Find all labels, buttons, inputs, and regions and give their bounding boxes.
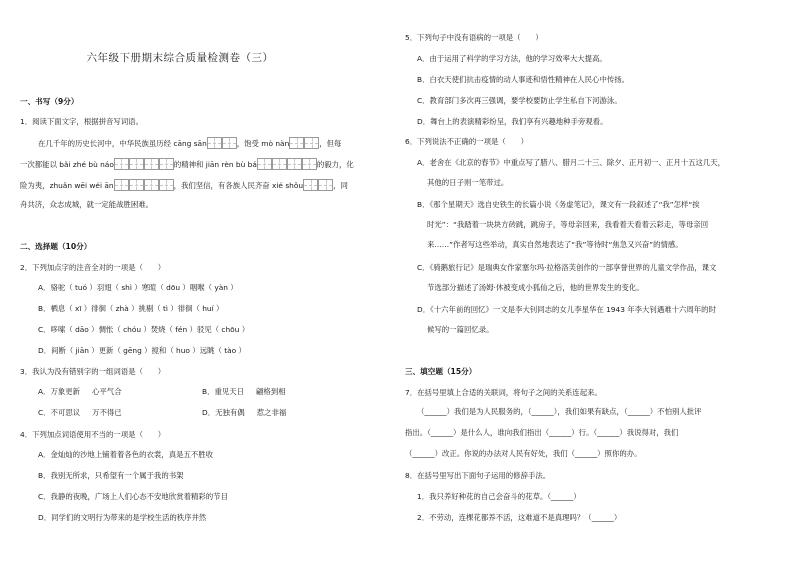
- question-4-option-c[interactable]: C．我静的夜晚，广场上人们心态不安地欣赏着精彩的节目: [38, 492, 228, 501]
- section-heading-choice: 二、选择题（10分）: [20, 242, 92, 251]
- question-3-option-b[interactable]: [202, 386, 286, 397]
- question-8-item-1[interactable]: 1．我只养好种花的自己会奋斗的花草。（______）: [417, 492, 581, 501]
- q3-option-a-word-2: 心平气合: [92, 387, 122, 396]
- question-1-line-2: [20, 158, 354, 170]
- question-5-option-d[interactable]: D．舞台上的表演精彩纷呈，我们享有兴趣地种手旁观看。: [417, 117, 608, 126]
- question-5-option-c[interactable]: C．教育部门多次再三强调，要学校要防止学生私自下河游泳。: [417, 96, 622, 105]
- question-6-option-c[interactable]: [417, 262, 716, 293]
- question-1-line-3: [20, 179, 348, 191]
- question-7-stem: 7．在括号里填上合适的关联词，将句子之间的关系连起来。: [405, 388, 602, 397]
- q3-option-b-word-2: 翩格到相: [256, 387, 286, 396]
- q6-option-b-line-2: 时光”：“我踏着一块块方砖跳，跳房子，等母亲回来，我看着天看着云彩走，等母亲回: [427, 220, 709, 229]
- q1-line1-text-b: ，饱受 mò nàn: [236, 139, 290, 148]
- q3-option-d-word-2: 惹之非福: [256, 408, 287, 417]
- q6-option-b-line-1: B．《那个星期天》选自史铁生的长篇小说《务虚笔记》，课文有一段叙述了“我”怎样“挨: [417, 200, 700, 209]
- question-1-line-1: [38, 137, 341, 149]
- q3-option-c-word-1: C．不可思议: [38, 408, 81, 417]
- q6-option-d-line-2: 候写的一篇回忆录。: [427, 325, 494, 334]
- q1-line3-text-a: 险为夷，zhuǎn wēi wéi ān: [20, 181, 114, 190]
- q6-option-d-line-1: D．《十六年前的回忆》一文是李大钊同志的女儿李星华在 1943 年李大钊遇难十六周年的时: [417, 305, 716, 314]
- question-6-option-d[interactable]: [417, 304, 716, 335]
- q1-line2-text-b: 的精神和 jiān rèn bù bá: [173, 160, 257, 169]
- question-2-option-d[interactable]: D．间断（ jiān ）更新（ gēng ）搅和（ huo ）远眺（ tào ）: [38, 346, 246, 355]
- question-8-item-2[interactable]: 2．不劳动，连棵花都养不活，这难道不是真理吗？（______）: [417, 513, 622, 522]
- section-heading-writing: 一、书写（9分）: [20, 97, 79, 106]
- question-2-stem: 2．下列加点字的注音全对的一项是（ ）: [20, 263, 166, 272]
- question-4-stem: 4．下列加点词语使用不当的一项是（ ）: [20, 430, 166, 439]
- question-5-option-a[interactable]: A．由于运用了科学的学习方法，他的学习效率大大提高。: [417, 54, 607, 63]
- section-heading-fill: 三、填空题（15分）: [405, 367, 477, 376]
- question-3-option-a[interactable]: [38, 386, 122, 397]
- question-7-line-3[interactable]: （______）改正。你说的办法对人民有好处，我们（______）照你的办。: [405, 449, 642, 458]
- q3-option-d-word-1: D．无独有偶: [202, 408, 245, 417]
- q6-option-b-line-3: 来……”作者写这些举动，真实自然地表达了“我”等待时“焦急又兴奋”的情感。: [427, 240, 683, 249]
- answer-box-jianrenbuba[interactable]: [257, 160, 317, 169]
- question-2-option-c[interactable]: C．哆嗦（ dāo ）惆怅（ chóu ）焚烧（ fén ）驳见（ chōu ）: [38, 325, 250, 334]
- question-6-option-a[interactable]: [417, 157, 725, 188]
- q3-option-b-word-1: B．重见天日: [202, 387, 245, 396]
- answer-box-monan[interactable]: [289, 139, 319, 148]
- question-2-option-a[interactable]: A．骆驼（ tuó ）羽翅（ shì ）寒暄（ dōu ）咽喉（ yàn ）: [38, 283, 238, 292]
- answer-box-zhuanweiweian[interactable]: [114, 181, 174, 190]
- question-5-option-b[interactable]: B．白衣天使们抗击疫情的动人事迹和悟性精神在人民心中传扬。: [417, 75, 630, 84]
- answer-box-cangsan[interactable]: [207, 139, 237, 148]
- q6-option-a-line-1: A．老舍在《北京的春节》中重点写了腊八、腊月二十三、除夕、正月初一、正月十五这几天，: [417, 158, 726, 167]
- q6-option-a-line-2: 其他的日子则一笔带过。: [427, 178, 509, 187]
- question-7-line-2[interactable]: 指出。（______）是什么人，谁向我们指出（______）行。（______）我说得对，我们: [405, 428, 679, 437]
- answer-box-xieshou[interactable]: [303, 181, 333, 190]
- question-5-stem: 5．下列句子中没有语病的一项是（ ）: [405, 33, 543, 42]
- q1-line3-text-b: ，我们坚信，有各族人民齐奋 xié shǒu: [173, 181, 304, 190]
- question-4-option-d[interactable]: D．同学们的文明行为带来的是学校生活的秩序井然: [38, 513, 207, 522]
- q6-option-c-line-1: C．《骑鹅旅行记》是瑞典女作家塞尔玛·拉格洛芙创作的一部享誉世界的儿童文学作品，课文: [417, 263, 717, 272]
- question-8-stem: 8．在括号里写出下面句子运用的修辞手法。: [405, 471, 551, 480]
- question-3-option-d[interactable]: [202, 407, 286, 418]
- q1-line2-text-a: 一次都能以 bǎi zhé bù náo: [20, 160, 114, 169]
- q3-option-c-word-2: 万不得已: [92, 408, 122, 417]
- q1-line1-text-a: 在几千年的历史长河中，中华民族虽历经 cāng sān: [38, 139, 207, 148]
- answer-box-baizhebunao[interactable]: [114, 160, 174, 169]
- question-4-option-b[interactable]: B．我别无所求，只希望有一个属于我的书架: [38, 471, 184, 480]
- page-title: 六年级下册期末综合质量检测卷（三）: [86, 52, 274, 64]
- question-6-option-b[interactable]: [417, 199, 708, 250]
- question-3-option-c[interactable]: [38, 407, 122, 418]
- question-1-stem: 1．阅读下面文字，根据拼音写词语。: [20, 117, 143, 126]
- question-7-line-1[interactable]: （______）我们是为人民服务的，（______），我们如果有缺点，（______）不怕别人批评: [417, 407, 702, 416]
- q6-option-c-line-2: 节选部分描述了汤姆·休被变成小狐仙之后，他的世界发生的变化。: [427, 283, 644, 292]
- question-3-stem: 3．我认为没有错别字的一组词语是（ ）: [20, 367, 166, 376]
- q1-line2-text-c: 的毅力，化: [316, 160, 354, 169]
- question-1-line-4: 舟共济，众志成城，就一定能战胜困难。: [20, 200, 154, 209]
- question-4-option-a[interactable]: A．金灿灿的沙地上铺着着各色的衣裳，真是五不胜收: [38, 450, 214, 459]
- question-2-option-b[interactable]: B．栖息（ xī ）徘徊（ zhà ）挑剔（ tì ）徘徊（ huí ）: [38, 304, 224, 313]
- question-6-stem: 6．下列说法不正确的一项是（ ）: [405, 137, 528, 146]
- q1-line3-text-c: ，同: [333, 181, 348, 190]
- q3-option-a-word-1: A．万象更新: [38, 387, 81, 396]
- q1-line1-text-c: ，但每: [319, 139, 342, 148]
